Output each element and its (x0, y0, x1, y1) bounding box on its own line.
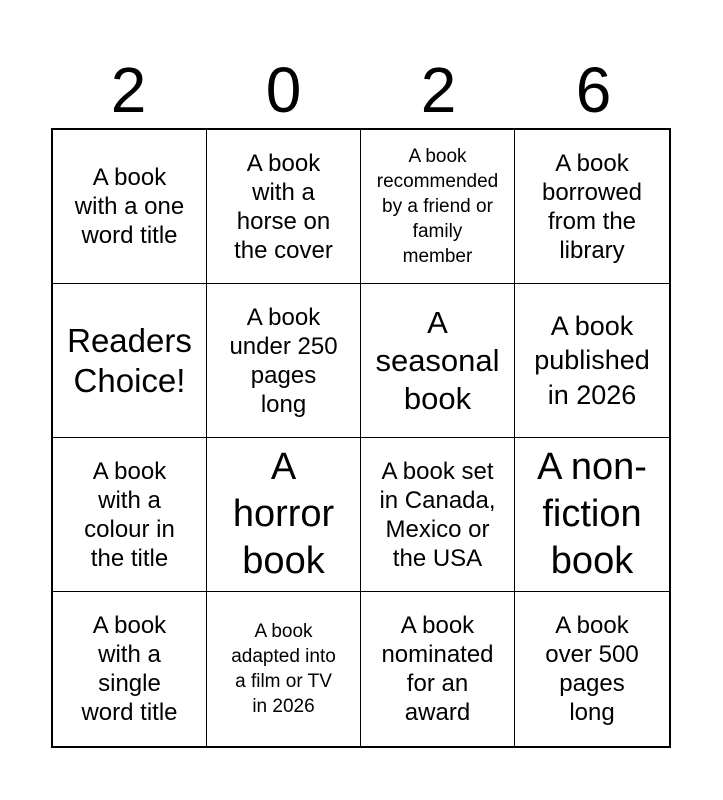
bingo-cell-r3c3[interactable] (361, 438, 515, 592)
bingo-header (51, 54, 671, 126)
cell-label: A book with a one word title (74, 164, 185, 249)
cell-label: A book over 500 pages long (545, 612, 639, 726)
cell-label: A book published in 2026 (534, 310, 650, 410)
cell-label: A book recommended by a friend or family member (376, 146, 499, 267)
cell-label: A book with a horse on the cover (234, 149, 333, 264)
cell-label: A book borrowed from the library (541, 149, 643, 264)
bingo-cell-r1c4[interactable] (515, 130, 669, 284)
bingo-cell-r4c1[interactable] (53, 592, 207, 746)
cell-label: A horror book (232, 446, 335, 582)
cell-label: A book adapted into a film or TV in 2026 (231, 621, 336, 717)
bingo-cell-r3c2[interactable] (207, 438, 361, 592)
bingo-cell-r3c4[interactable] (515, 438, 669, 592)
bingo-cell-r4c4[interactable] (515, 592, 669, 746)
header-digit-3: 2 (420, 54, 457, 126)
bingo-cell-r2c1[interactable] (53, 284, 207, 438)
cell-label: A seasonal book (375, 304, 500, 416)
bingo-cell-r2c2[interactable] (207, 284, 361, 438)
bingo-card (51, 128, 671, 748)
cell-label: A book with a colour in the title (84, 457, 175, 572)
bingo-cell-r3c1[interactable] (53, 438, 207, 592)
cell-label: A book with a single word title (81, 612, 178, 726)
bingo-cell-r4c2[interactable] (207, 592, 361, 746)
bingo-cell-r2c3[interactable] (361, 284, 515, 438)
bingo-cell-r2c4[interactable] (515, 284, 669, 438)
bingo-cell-r4c3[interactable] (361, 592, 515, 746)
cell-label: A book nominated for an award (381, 612, 494, 726)
bingo-cell-r1c3[interactable] (361, 130, 515, 284)
cell-label: A non- fiction book (537, 446, 647, 582)
cell-label: A book under 250 pages long (229, 303, 338, 418)
bingo-cell-r1c1[interactable] (53, 130, 207, 284)
cell-label: Readers Choice! (67, 321, 192, 399)
header-digit-1: 2 (110, 54, 147, 126)
bingo-cell-r1c2[interactable] (207, 130, 361, 284)
header-digit-2: 0 (265, 54, 302, 126)
cell-label: A book set in Canada, Mexico or the USA (379, 457, 496, 572)
header-digit-4: 6 (575, 54, 612, 126)
